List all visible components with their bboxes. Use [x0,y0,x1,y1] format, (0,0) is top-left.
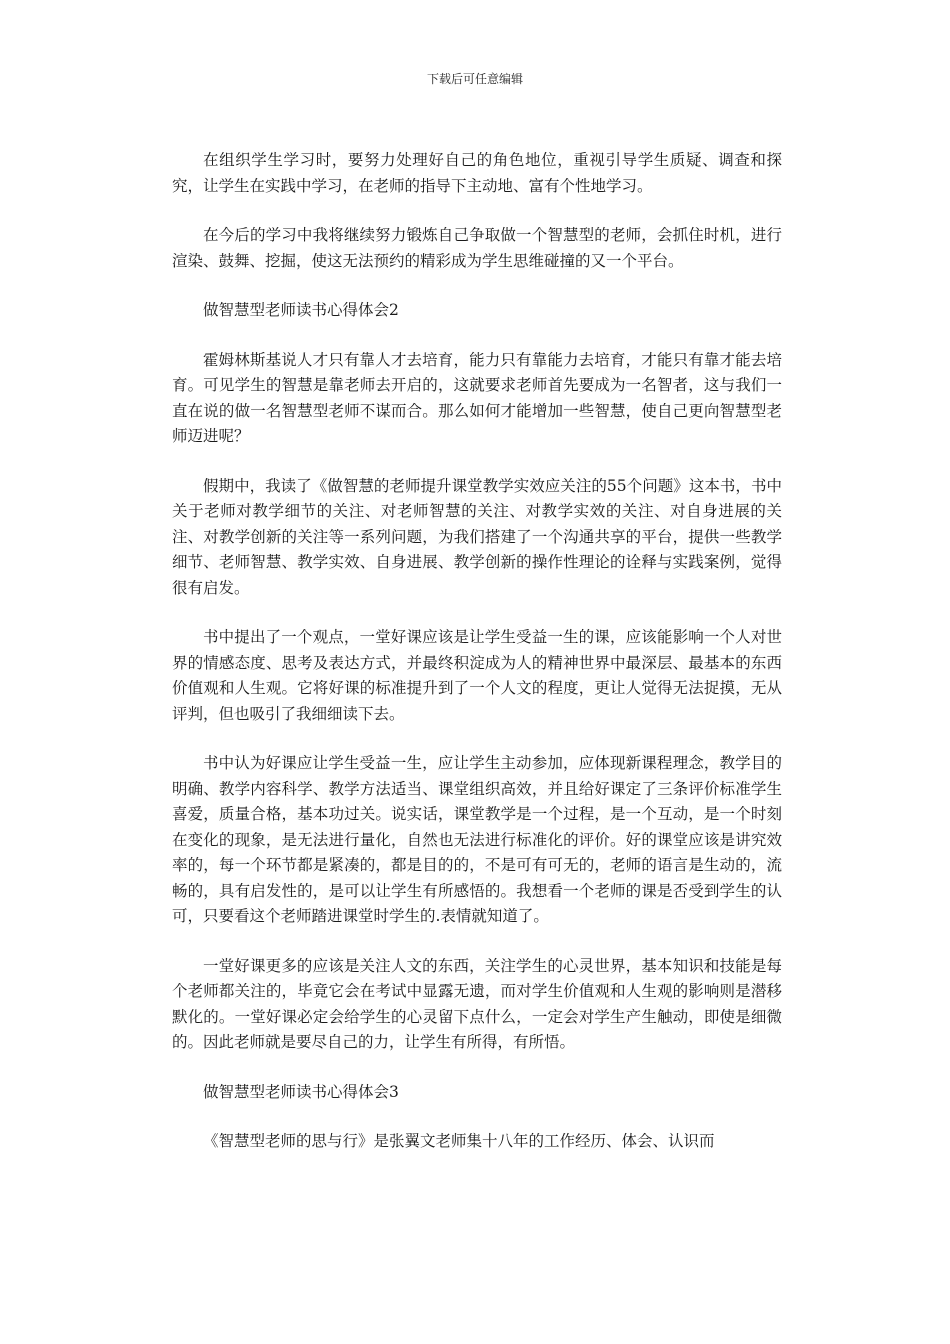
paragraph: 在今后的学习中我将继续努力锻炼自己争取做一个智慧型的老师，会抓住时机，进行渲染、鼓舞、挖掘，使这无法预约的精彩成为学生思维碰撞的又一个平台。 [172,226,782,270]
paragraph: 霍姆林斯基说人才只有靠人才去培育，能力只有靠能力去培育，才能只有靠才能去培育。可见学生的智慧是靠老师去开启的，这就要求老师首先要成为一名智者，这与我们一直在说的做一名智慧型老师不谋而合。那么如何才能增加一些智慧，使自己更向智慧型老师迈进呢？ [172,350,782,445]
section-heading: 做智慧型老师读书心得体会2 [203,301,399,319]
paragraph: 一堂好课更多的应该是关注人文的东西，关注学生的心灵世界，基本知识和技能是每个老师都关注的，毕竟它会在考试中显露无遗，而对学生价值观和人生观的影响则是潜移默化的。一堂好课必定会给学生的心灵留下点什么，一定会对学生产生触动，即使是细微的。因此老师就是要尽自己的力，让学生有所得，有所悟。 [172,956,782,1051]
section-heading: 做智慧型老师读书心得体会3 [203,1082,399,1101]
paragraph: 书中提出了一个观点，一堂好课应该是让学生受益一生的课，应该能影响一个人对世界的情感态度、思考及表达方式，并最终积淀成为人的精神世界中最深层、最基本的东西价值观和人生观。它将好课的标准提升到了一个人文的程度，更让人觉得无法捉摸，无从评判，但也吸引了我细细读下去。 [172,628,782,723]
document-body [172,148,782,1179]
paragraph: 书中认为好课应让学生受益一生，应让学生主动参加，应体现新课程理念，教学目的明确、教学内容科学、教学方法适当、课堂组织高效，并且给好课定了三条评价标准学生喜爱，质量合格，基本功过关。说实话，课堂教学是一个过程，是一个互动，是一个时刻在变化的现象，是无法进行量化，自然也无法进行标准化的评价。好的课堂应该是讲究效率的，每一个环节都是紧凑的，都是目的的，不是可有可无的，老师的语言是生动的，流畅的，具有启发性的，是可以让学生有所感悟的。我想看一个老师的课是否受到学生的认可，只要看这个老师踏进课堂时学生的.表情就知道了。 [172,754,782,925]
page-header: 下载后可任意编辑 [426,72,523,86]
paragraph: 在组织学生学习时，要努力处理好自己的角色地位，重视引导学生质疑、调查和探究，让学生在实践中学习，在老师的指导下主动地、富有个性地学习。 [172,151,782,195]
paragraph: 假期中，我读了《做智慧的老师提升课堂教学实效应关注的55个问题》这本书，书中关于老师对教学细节的关注、对老师智慧的关注、对教学实效的关注、对自身进展的关注、对教学创新的关注等一系列问题，为我们搭建了一个沟通共享的平台，提供一些教学细节、老师智慧、教学实效、自身进展、教学创新的操作性理论的诠释与实践案例，觉得很有启发。 [172,476,782,597]
paragraph: 《智慧型老师的思与行》是张翼文老师集十八年的工作经历、体会、认识而 [203,1132,715,1150]
